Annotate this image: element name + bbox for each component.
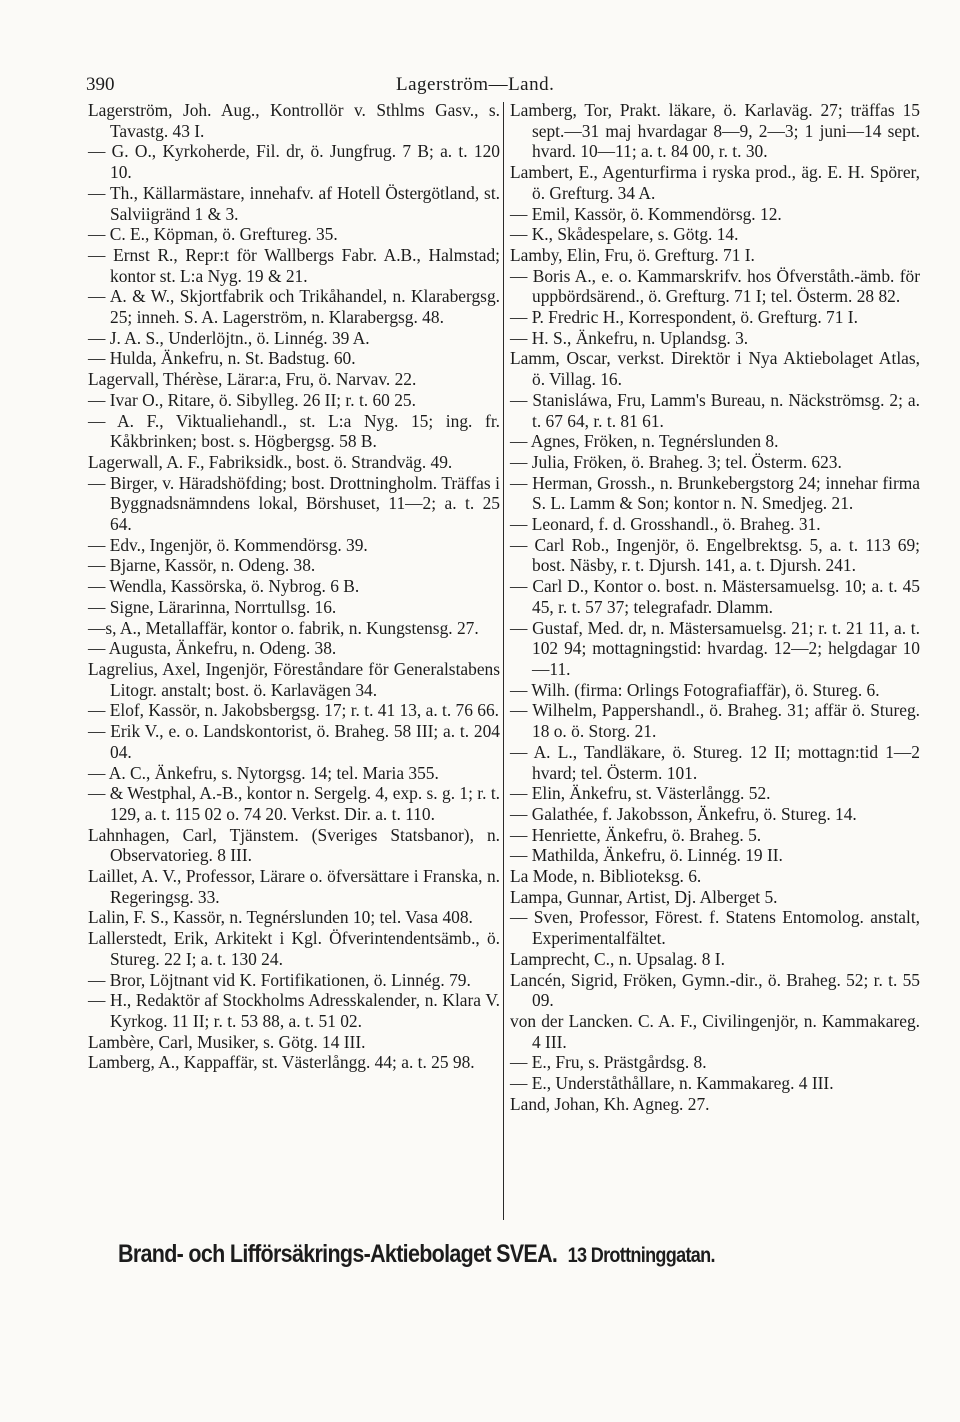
directory-entry: — E., Underståthållare, n. Kammakareg. 4 III.	[510, 1073, 834, 1094]
directory-entry: —s, A., Metallaffär, kontor o. fabrik, n. Kungstensg. 27.	[88, 617, 479, 638]
directory-entry: Lampa, Gunnar, Artist, Dj. Alberget 5.	[510, 886, 778, 907]
directory-entry: — Gustaf, Med. dr, n. Mästersamuelsg. 21; r. t. 21 11, a. t. 102 94; mottagningstid: hvardag. 12—2; helgdagar 10—11.	[510, 617, 920, 679]
directory-entry: — H. S., Änkefru, n. Uplandsg. 3.	[510, 327, 749, 348]
directory-entry: — Mathilda, Änkefru, ö. Linnég. 19 II.	[510, 845, 783, 866]
advertisement-company: Brand- och Lifförsäkrings-Aktiebolaget SVEA.	[118, 1240, 558, 1268]
directory-entry: — Carl D., Kontor o. bost. n. Mästersamuelsg. 10; a. t. 45 45, r. t. 57 37; telegrafadr. Dlamm.	[510, 576, 920, 617]
directory-entry: — A. L., Tandläkare, ö. Stureg. 12 II; mottagn:tid 1—2 hvard; tel. Österm. 101.	[510, 741, 920, 783]
directory-entry: — Elof, Kassör, n. Jakobsbergsg. 17; r. t. 41 13, a. t. 76 66.	[88, 700, 500, 721]
directory-entry: Lancén, Sigrid, Fröken, Gymn.-dir., ö. Braheg. 52; r. t. 55 09.	[510, 969, 920, 1011]
directory-entry: — A. F., Viktualiehandl., st. L:a Nyg. 15; ing. fr. Kåkbrinken; bost. s. Högbergsg. 58 B.	[88, 410, 500, 452]
advertisement-footer	[118, 1240, 806, 1269]
directory-entry: — Elin, Änkefru, st. Västerlångg. 52.	[510, 783, 771, 804]
directory-entry: — Carl Rob., Ingenjör, ö. Engelbrektsg. 5, a. t. 113 69; bost. Näsby, r. t. Djursh. 141, a. t. Djursh. 241.	[510, 534, 920, 576]
directory-entry: Land, Johan, Kh. Agneg. 27.	[510, 1093, 710, 1114]
directory-entry: La Mode, n. Biblioteksg. 6.	[510, 866, 702, 887]
directory-entry: — Sven, Professor, Förest. f. Statens Entomolog. anstalt, Experimentalfältet.	[510, 907, 920, 949]
directory-entry: — Ernst R., Repr:t för Wallbergs Fabr. A.B., Halmstad; kontor st. L:a Nyg. 19 & 21.	[88, 244, 500, 286]
directory-entry: Lamberg, Tor, Prakt. läkare, ö. Karlaväg. 27; träffas 15 sept.—31 maj hvardagar 8—9, 2—3; 1 juni—14 sept. hvard. 10—11; a. t. 84 00, r. t. 30.	[510, 100, 920, 162]
directory-entry: — Wendla, Kassörska, ö. Nybrog. 6 B.	[88, 576, 360, 597]
directory-entry: — Galathée, f. Jakobsson, Änkefru, ö. Stureg. 14.	[510, 803, 857, 824]
directory-entry: Lambert, E., Agenturfirma i ryska prod., äg. E. H. Spörer, ö. Grefturg. 34 A.	[510, 162, 920, 203]
directory-entry: Lagerwall, A. F., Fabriksidk., bost. ö. Strandväg. 49.	[88, 451, 453, 472]
directory-entry: — Hulda, Änkefru, n. St. Badstug. 60.	[88, 348, 356, 369]
directory-entry: Lamberg, A., Kappaffär, st. Västerlångg. 44; a. t. 25 98.	[88, 1052, 475, 1073]
directory-entry: — Signe, Lärarinna, Norrtullsg. 16.	[88, 596, 337, 617]
directory-entry: — Erik V., e. o. Landskontorist, ö. Braheg. 58 III; a. t. 204 04.	[88, 721, 500, 762]
directory-entry: — A. C., Änkefru, s. Nytorgsg. 14; tel. Maria 355.	[88, 762, 439, 783]
directory-entry: — Th., Källarmästare, innehafv. af Hotell Östergötland, st. Salviigränd 1 & 3.	[88, 182, 500, 224]
directory-entry: — J. A. S., Underlöjtn., ö. Linnég. 39 A.	[88, 327, 370, 348]
running-head: Lagerström—Land.	[396, 74, 555, 95]
directory-entry: — E., Fru, s. Prästgårdsg. 8.	[510, 1052, 707, 1073]
directory-entry: — Stanisláwa, Fru, Lamm's Bureau, n. Näckströmsg. 2; a. t. 67 64, r. t. 81 61.	[510, 389, 920, 431]
directory-entry: Lamby, Elin, Fru, ö. Grefturg. 71 I.	[510, 244, 755, 265]
directory-entry: — Boris A., e. o. Kammarskrifv. hos Öfverståth.-ämb. för uppbördsärend., ö. Grefturg. 71 I; tel. Österm. 28 82.	[510, 265, 920, 307]
directory-entry: Lalin, F. S., Kassör, n. Tegnérslunden 10; tel. Vasa 408.	[88, 907, 473, 928]
page-header	[86, 74, 916, 102]
directory-entry: — Bjarne, Kassör, n. Odeng. 38.	[88, 555, 316, 576]
directory-entry: — Wilh. (firma: Orlings Fotografiaffär), ö. Stureg. 6.	[510, 679, 880, 700]
directory-entry: Lahnhagen, Carl, Tjänstem. (Sveriges Statsbanor), n. Observatorieg. 8 III.	[88, 824, 500, 866]
advertisement-address: 13 Drottninggatan.	[567, 1244, 715, 1267]
directory-entry: — Birger, v. Häradshöfding; bost. Drottningholm. Träffas i Byggnadsnämndens lokal, Börshuset, 11—2; a. t. 25 64.	[88, 472, 500, 535]
directory-entry: — C. E., Köpman, ö. Greftureg. 35.	[88, 224, 338, 245]
directory-entry: — H., Redaktör af Stockholms Adresskalender, n. Klara V. Kyrkog. 11 II; r. t. 53 88, a. t. 51 02.	[88, 990, 500, 1031]
directory-entry: — A. & W., Skjortfabrik och Trikåhandel, n. Klarabergsg. 25; inneh. S. A. Lagerström, n. Klarabergsg. 48.	[88, 286, 500, 328]
directory-entry: — Augusta, Änkefru, n. Odeng. 38.	[88, 638, 337, 659]
directory-entry: Lagrelius, Axel, Ingenjör, Föreståndare för Generalstabens Litogr. anstalt; bost. ö. Karlavägen 34.	[88, 658, 500, 700]
directory-entry: — P. Fredric H., Korrespondent, ö. Grefturg. 71 I.	[510, 307, 858, 328]
page-number: 390	[86, 74, 115, 95]
directory-entry: Lagervall, Thérèse, Lärar:a, Fru, ö. Narvav. 22.	[88, 369, 417, 390]
directory-entry: Lallerstedt, Erik, Arkitekt i Kgl. Öfverintendentsämb., ö. Stureg. 22 I; a. t. 130 24.	[88, 928, 500, 969]
column-divider	[503, 102, 504, 1220]
directory-entry: — Agnes, Fröken, n. Tegnérslunden 8.	[510, 431, 779, 452]
directory-entry: — Leonard, f. d. Grosshandl., ö. Braheg. 31.	[510, 514, 821, 535]
directory-entry: — Emil, Kassör, ö. Kommendörsg. 12.	[510, 203, 782, 224]
directory-entry: — Ivar O., Ritare, ö. Sibylleg. 26 II; r. t. 60 25.	[88, 389, 416, 410]
directory-entry: — & Westphal, A.-B., kontor n. Sergelg. 4, exp. s. g. 1; r. t. 129, a. t. 115 02 o. 74 20. Verkst. Dir. a. t. 110.	[88, 783, 500, 824]
directory-entry: — Henriette, Änkefru, ö. Braheg. 5.	[510, 824, 762, 845]
directory-entry: Lamm, Oscar, verkst. Direktör i Nya Aktiebolaget Atlas, ö. Villag. 16.	[510, 348, 920, 390]
right-column	[510, 100, 920, 1114]
directory-entry: Lamprecht, C., n. Upsalag. 8 I.	[510, 948, 725, 969]
directory-entry: — Edv., Ingenjör, ö. Kommendörsg. 39.	[88, 534, 368, 555]
directory-entry: von der Lancken. C. A. F., Civilingenjör, n. Kammakareg. 4 III.	[510, 1010, 920, 1052]
directory-entry: Lagerström, Joh. Aug., Kontrollör v. Sthlms Gasv., s. Tavastg. 43 I.	[88, 100, 500, 141]
directory-entry: — Bror, Löjtnant vid K. Fortifikationen, ö. Linnég. 79.	[88, 969, 471, 990]
directory-entry: Laillet, A. V., Professor, Lärare o. öfversättare i Franska, n. Regeringsg. 33.	[88, 866, 500, 907]
directory-entry: Lambère, Carl, Musiker, s. Götg. 14 III.	[88, 1031, 366, 1052]
directory-entry: — G. O., Kyrkoherde, Fil. dr, ö. Jungfrug. 7 B; a. t. 120 10.	[88, 141, 500, 183]
directory-entry: — K., Skådespelare, s. Götg. 14.	[510, 224, 739, 245]
directory-entry: — Julia, Fröken, ö. Braheg. 3; tel. Österm. 623.	[510, 451, 842, 472]
directory-entry: — Wilhelm, Pappershandl., ö. Braheg. 31; affär ö. Stureg. 18 o. ö. Storg. 21.	[510, 700, 920, 742]
directory-entry: — Herman, Grossh., n. Brunkebergstorg 24; innehar firma S. L. Lamm & Son; kontor n. N. Smedjeg. 21.	[510, 472, 920, 514]
left-column	[88, 100, 500, 1073]
